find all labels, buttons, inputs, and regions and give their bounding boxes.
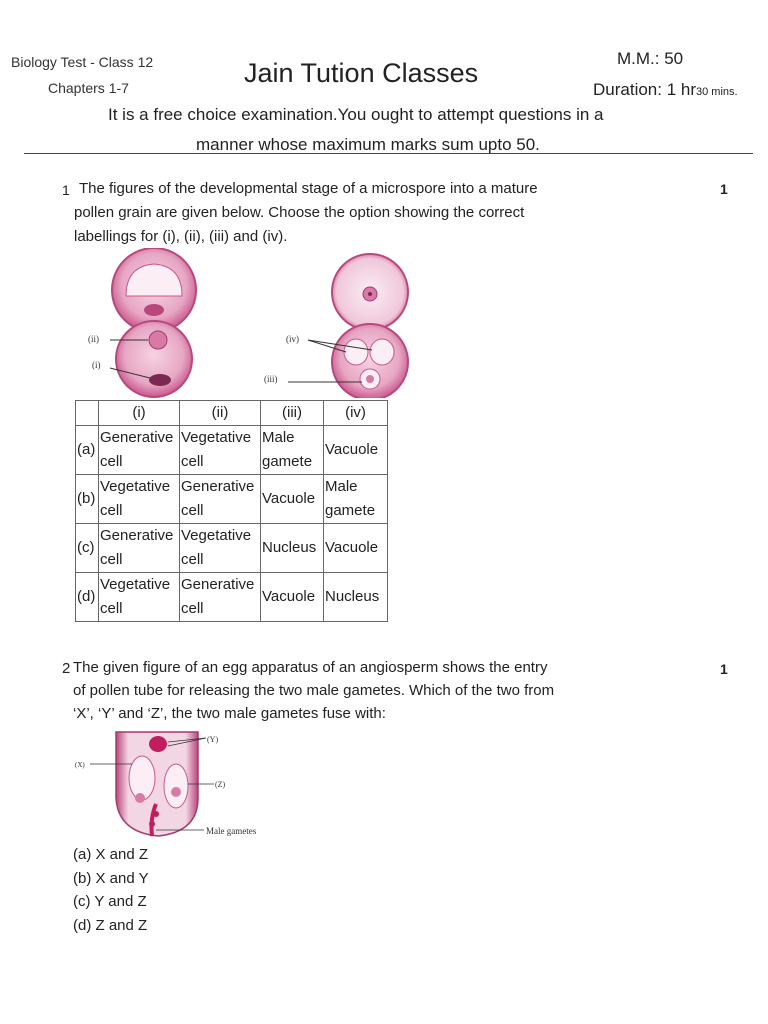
test-chapters: Chapters 1-7 (48, 80, 129, 96)
label-y: (Y) (207, 735, 219, 744)
pollen-two-celled-left (116, 321, 192, 397)
table-header-cell: (iv) (324, 401, 388, 426)
male-gamete (149, 821, 155, 827)
table-cell: Nucleus (261, 524, 324, 573)
label-i: (i) (92, 360, 101, 370)
table-cell (99, 475, 180, 524)
table-header-cell: (iii) (261, 401, 324, 426)
table-header-row (76, 401, 388, 426)
table-cell: Vacuole (261, 475, 324, 524)
label-iii: (iii) (264, 374, 278, 384)
question-2-text-line-2: of pollen tube for releasing the two male gametes. Which of the two from (73, 682, 555, 699)
table-header-cell: (i) (99, 401, 180, 426)
table-header-cell: (ii) (180, 401, 261, 426)
table-cell (180, 426, 261, 475)
male-gamete (153, 811, 159, 817)
cell-line: gamete (262, 453, 313, 470)
header-divider (24, 153, 753, 154)
microspore-vacuolated (112, 248, 196, 332)
option-a: (a) X and Z (73, 846, 149, 863)
question-2-text-line-3: ‘X’, ‘Y’ and ‘Z’, the two male gametes fuse with: (73, 705, 386, 722)
question-2-options (73, 843, 149, 937)
egg-cell-z (164, 764, 188, 808)
table-cell (99, 426, 180, 475)
table-cell (99, 524, 180, 573)
instruction-line-1: It is a free choice examination.You ought to attempt questions in a (108, 105, 604, 124)
cell-line: cell (181, 551, 204, 568)
label-x: (X) (75, 761, 85, 769)
table-cell (180, 475, 261, 524)
table-row (76, 573, 388, 622)
cell-line: Vegetative (100, 576, 171, 593)
table-cell (180, 524, 261, 573)
option-c: (c) Y and Z (73, 893, 147, 910)
table-cell (261, 426, 324, 475)
table-cell: Vacuole (324, 426, 388, 475)
synergid-x (129, 756, 155, 800)
egg-apparatus-figure (72, 728, 282, 840)
cell-line: cell (100, 502, 123, 519)
table-cell: Nucleus (324, 573, 388, 622)
pollen-vacuolated-right (332, 324, 408, 398)
question-1-number: 1 (62, 182, 70, 198)
page-title: Jain Tution Classes (244, 58, 479, 88)
pollen-development-figure (80, 248, 420, 398)
cell-line: Generative (181, 478, 255, 495)
option-label: (a) (76, 426, 99, 475)
duration-main: Duration: 1 hr (593, 80, 696, 99)
question-2-number: 2 (62, 660, 71, 677)
cell-line: cell (181, 600, 204, 617)
cell-line: cell (181, 453, 204, 470)
label-iv: (iv) (286, 334, 299, 344)
table-cell: Vacuole (324, 524, 388, 573)
option-b: (b) X and Y (73, 869, 149, 887)
duration-minutes: 30 mins. (696, 86, 738, 98)
cell-line: Generative (100, 429, 174, 446)
label-z: (Z) (215, 780, 226, 789)
cell-line: cell (100, 453, 123, 470)
question-1-text-line-2: pollen grain are given below. Choose the option showing the correct (74, 204, 525, 221)
max-marks: M.M.: 50 (617, 49, 684, 68)
table-row (76, 426, 388, 475)
option-label: (c) (76, 524, 99, 573)
cell-line: gamete (325, 502, 376, 519)
egg-nucleus (171, 787, 181, 797)
cell-line: cell (100, 551, 123, 568)
cell-line: Vegetative (181, 429, 252, 446)
table-cell (180, 573, 261, 622)
question-1-text-line-3: labellings for (i), (ii), (iii) and (iv). (74, 228, 288, 245)
question-2-marks: 1 (720, 661, 728, 677)
question-1-marks: 1 (720, 181, 728, 197)
table-cell (324, 475, 388, 524)
duration (593, 80, 738, 100)
cell-line: Generative (100, 527, 174, 544)
microspore-nucleated (332, 254, 408, 330)
option-label: (d) (76, 573, 99, 622)
question-1-text-line-1: The figures of the developmental stage of a microspore into a mature (79, 180, 538, 197)
cell-line: cell (181, 502, 204, 519)
table-row (76, 524, 388, 573)
option-label: (b) (76, 475, 99, 524)
question-2-text-line-1: The given figure of an egg apparatus of an angiosperm shows the entry (73, 659, 548, 676)
question-1-options-table (75, 400, 388, 622)
polar-nuclei (149, 736, 167, 752)
test-subject: Biology Test - Class 12 (11, 54, 154, 70)
cell-line: Vegetative (181, 527, 252, 544)
instruction-line-2: manner whose maximum marks sum upto 50. (196, 135, 540, 154)
cell-line: Male (262, 429, 295, 446)
table-cell (99, 573, 180, 622)
table-header-cell (76, 401, 99, 426)
cell-line: Male (325, 478, 358, 495)
option-d: (d) Z and Z (73, 916, 148, 934)
label-male-gametes: Male gametes (206, 826, 257, 836)
cell-line: Vegetative (100, 478, 171, 495)
cell-line: cell (100, 600, 123, 617)
label-ii: (ii) (88, 334, 99, 344)
cell-line: Generative (181, 576, 255, 593)
table-cell: Vacuole (261, 573, 324, 622)
synergid-nucleus (135, 793, 145, 803)
table-row (76, 475, 388, 524)
